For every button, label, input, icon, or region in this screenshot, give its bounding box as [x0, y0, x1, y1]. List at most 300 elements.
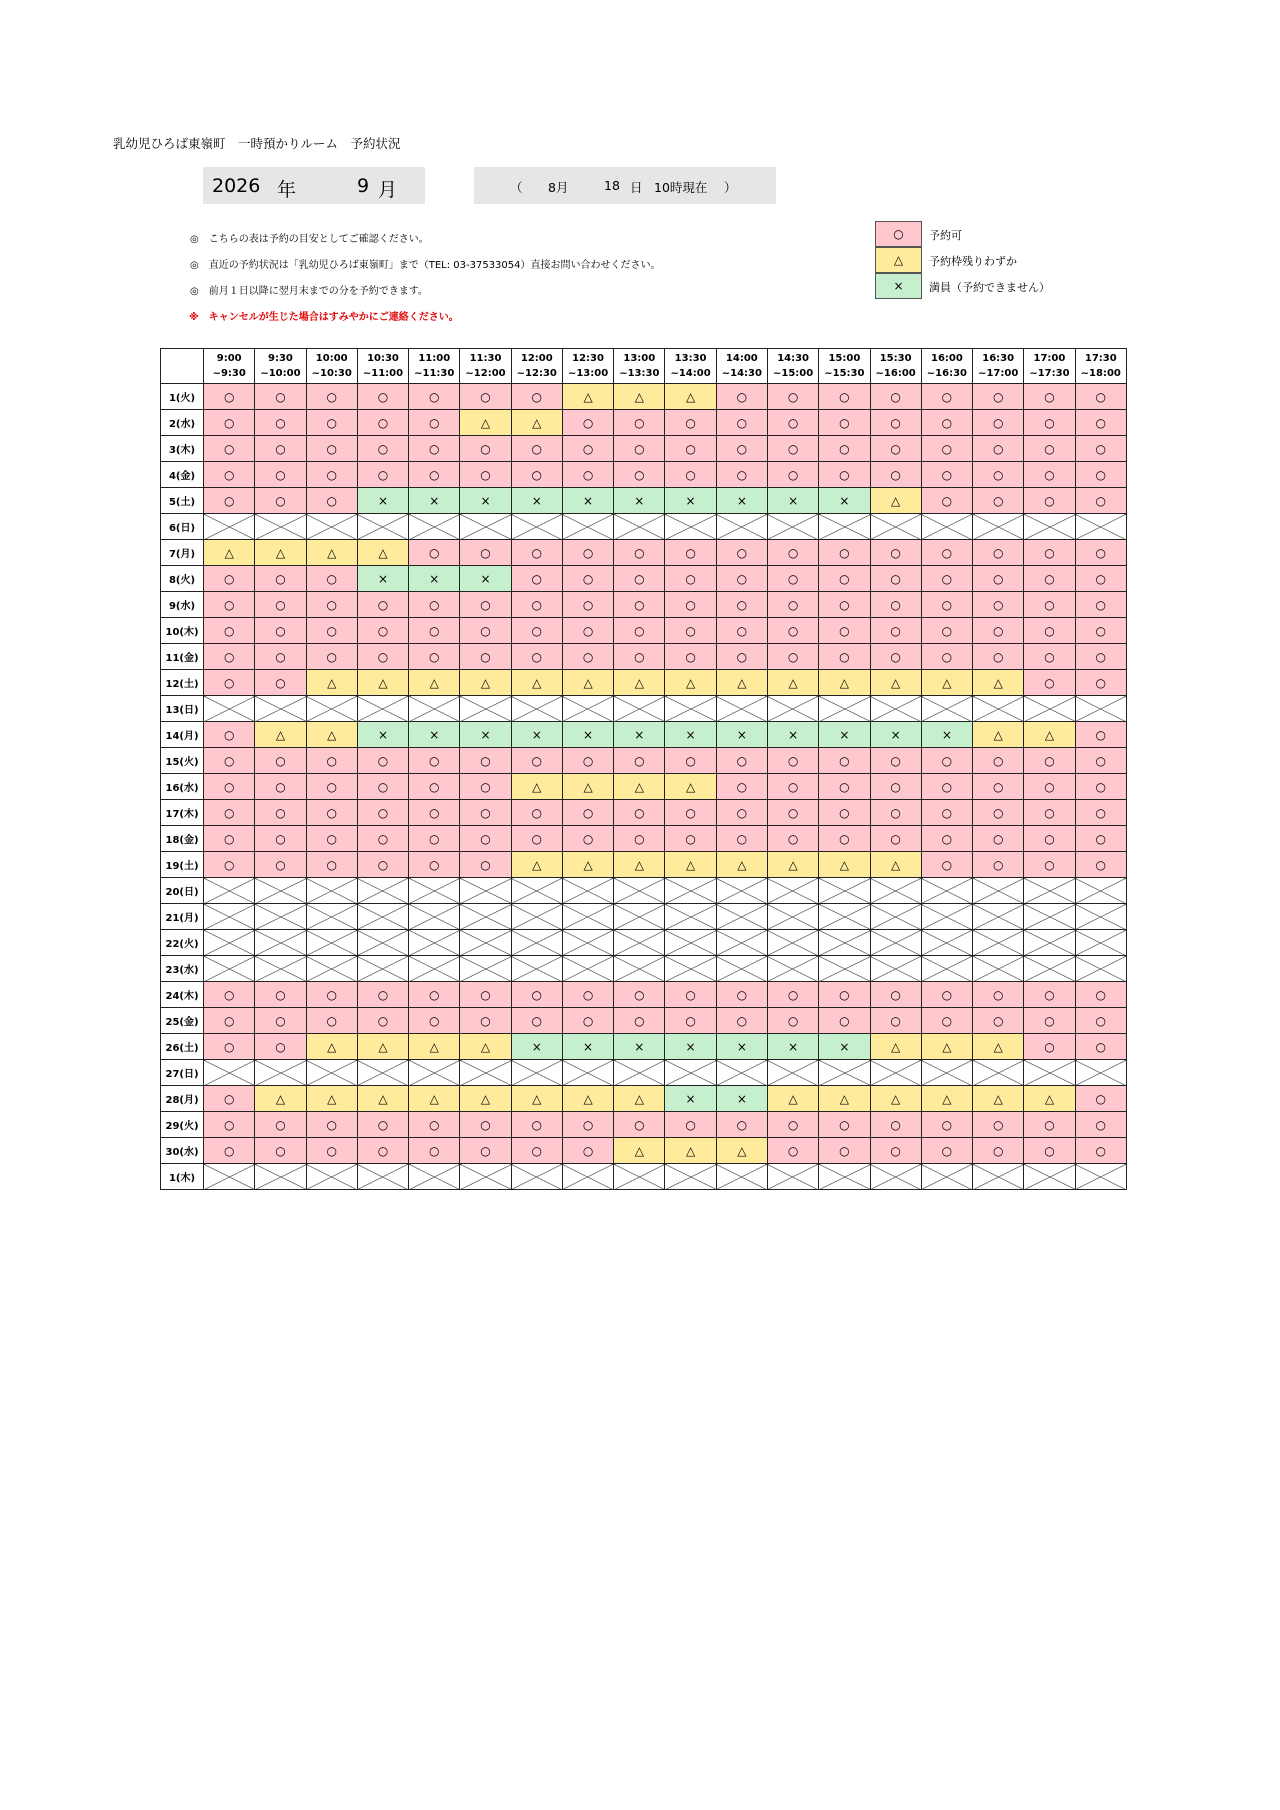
slot-cell-avail: ○	[973, 540, 1024, 566]
slot-cell-avail: ○	[1024, 384, 1075, 410]
slot-cell-avail: ○	[1024, 1112, 1075, 1138]
slot-cell-avail: ○	[255, 1008, 306, 1034]
slot-cell-closed	[255, 904, 306, 930]
slot-cell-avail: ○	[357, 1138, 408, 1164]
slot-cell-avail: ○	[306, 826, 357, 852]
time-slot-start: 9:30	[268, 353, 293, 364]
slot-cell-avail: ○	[921, 618, 972, 644]
slot-cell-closed	[767, 514, 818, 540]
slot-cell-closed	[870, 956, 921, 982]
slot-cell-few: △	[306, 540, 357, 566]
slot-cell-full: ×	[511, 1034, 562, 1060]
slot-cell-few: △	[767, 852, 818, 878]
slot-cell-few: △	[562, 384, 613, 410]
slot-cell-avail: ○	[973, 800, 1024, 826]
slot-cell-full: ×	[460, 488, 511, 514]
slot-cell-avail: ○	[1075, 1086, 1126, 1112]
slot-cell-avail: ○	[819, 748, 870, 774]
slot-cell-avail: ○	[255, 1034, 306, 1060]
slot-cell-avail: ○	[870, 540, 921, 566]
slot-cell-avail: ○	[204, 566, 255, 592]
slot-cell-avail: ○	[1075, 800, 1126, 826]
slot-cell-avail: ○	[255, 488, 306, 514]
slot-cell-few: △	[306, 722, 357, 748]
slot-cell-closed	[204, 696, 255, 722]
slot-cell-closed	[1075, 904, 1126, 930]
slot-cell-few: △	[306, 1034, 357, 1060]
slot-cell-avail: ○	[921, 1112, 972, 1138]
time-slot-header	[562, 349, 613, 384]
slot-cell-avail: ○	[409, 852, 460, 878]
slot-cell-full: ×	[819, 722, 870, 748]
slot-cell-avail: ○	[921, 592, 972, 618]
slot-cell-avail: ○	[511, 1138, 562, 1164]
day-label: 6(日)	[161, 514, 204, 540]
slot-cell-avail: ○	[255, 436, 306, 462]
slot-cell-closed	[973, 1164, 1024, 1190]
slot-cell-avail: ○	[767, 462, 818, 488]
slot-cell-avail: ○	[460, 1008, 511, 1034]
slot-cell-closed	[819, 878, 870, 904]
slot-cell-avail: ○	[1075, 1138, 1126, 1164]
reservation-table	[160, 348, 1127, 1190]
slot-cell-closed	[767, 956, 818, 982]
slot-cell-few: △	[562, 1086, 613, 1112]
slot-cell-avail: ○	[460, 384, 511, 410]
slot-cell-avail: ○	[306, 1112, 357, 1138]
slot-cell-avail: ○	[357, 436, 408, 462]
slot-cell-few: △	[614, 384, 665, 410]
slot-cell-avail: ○	[357, 592, 408, 618]
slot-cell-closed	[819, 696, 870, 722]
day-label: 26(土)	[161, 1034, 204, 1060]
slot-cell-few: △	[973, 1034, 1024, 1060]
slot-cell-closed	[562, 696, 613, 722]
slot-cell-avail: ○	[511, 462, 562, 488]
slot-cell-closed	[819, 904, 870, 930]
time-slot-end: ~15:30	[824, 368, 865, 379]
slot-cell-avail: ○	[819, 1112, 870, 1138]
slot-cell-avail: ○	[1075, 436, 1126, 462]
slot-cell-avail: ○	[1075, 618, 1126, 644]
slot-cell-avail: ○	[1075, 1008, 1126, 1034]
slot-cell-avail: ○	[460, 852, 511, 878]
slot-cell-closed	[614, 930, 665, 956]
slot-cell-full: ×	[819, 488, 870, 514]
day-label: 15(火)	[161, 748, 204, 774]
slot-cell-avail: ○	[204, 852, 255, 878]
slot-cell-avail: ○	[460, 592, 511, 618]
time-slot-header	[409, 349, 460, 384]
slot-cell-avail: ○	[1024, 540, 1075, 566]
slot-cell-avail: ○	[665, 410, 716, 436]
slot-cell-closed	[460, 904, 511, 930]
day-label: 5(土)	[161, 488, 204, 514]
slot-cell-avail: ○	[511, 592, 562, 618]
slot-cell-avail: ○	[409, 592, 460, 618]
slot-cell-avail: ○	[409, 774, 460, 800]
slot-cell-few: △	[357, 1034, 408, 1060]
slot-cell-closed	[409, 1164, 460, 1190]
slot-cell-avail: ○	[665, 1008, 716, 1034]
slot-cell-closed	[460, 878, 511, 904]
time-slot-header	[973, 349, 1024, 384]
slot-cell-avail: ○	[767, 566, 818, 592]
slot-cell-avail: ○	[511, 1008, 562, 1034]
corner-cell	[161, 349, 204, 384]
slot-cell-avail: ○	[255, 982, 306, 1008]
slot-cell-avail: ○	[1075, 982, 1126, 1008]
slot-cell-closed	[1075, 956, 1126, 982]
slot-cell-full: ×	[357, 488, 408, 514]
slot-cell-avail: ○	[767, 982, 818, 1008]
slot-cell-few: △	[306, 1086, 357, 1112]
slot-cell-closed	[204, 1164, 255, 1190]
slot-cell-closed	[767, 1164, 818, 1190]
slot-cell-closed	[357, 904, 408, 930]
slot-cell-avail: ○	[716, 384, 767, 410]
slot-cell-avail: ○	[460, 462, 511, 488]
slot-cell-avail: ○	[973, 1112, 1024, 1138]
slot-cell-closed	[562, 956, 613, 982]
slot-cell-avail: ○	[409, 826, 460, 852]
slot-cell-avail: ○	[204, 1112, 255, 1138]
slot-cell-avail: ○	[767, 410, 818, 436]
slot-cell-avail: ○	[306, 852, 357, 878]
slot-cell-closed	[255, 956, 306, 982]
time-slot-start: 11:30	[469, 353, 502, 364]
slot-cell-avail: ○	[870, 644, 921, 670]
slot-cell-avail: ○	[716, 826, 767, 852]
slot-cell-closed	[562, 1164, 613, 1190]
slot-cell-avail: ○	[1075, 826, 1126, 852]
slot-cell-avail: ○	[921, 1138, 972, 1164]
slot-cell-avail: ○	[306, 384, 357, 410]
slot-cell-full: ×	[665, 722, 716, 748]
time-slot-end: ~11:00	[362, 368, 404, 379]
slot-cell-few: △	[870, 1034, 921, 1060]
slot-cell-avail: ○	[1024, 1008, 1075, 1034]
slot-cell-few: △	[665, 1138, 716, 1164]
slot-cell-few: △	[357, 540, 408, 566]
slot-cell-closed	[614, 1164, 665, 1190]
slot-cell-avail: ○	[921, 1008, 972, 1034]
slot-cell-avail: ○	[306, 618, 357, 644]
time-slot-start: 14:00	[725, 353, 758, 364]
slot-cell-closed	[1024, 1060, 1075, 1086]
slot-cell-full: ×	[614, 722, 665, 748]
slot-cell-closed	[921, 904, 972, 930]
slot-cell-closed	[460, 696, 511, 722]
slot-cell-avail: ○	[921, 852, 972, 878]
slot-cell-closed	[306, 1060, 357, 1086]
slot-cell-closed	[1024, 514, 1075, 540]
time-slot-header	[819, 349, 870, 384]
slot-cell-avail: ○	[204, 618, 255, 644]
slot-cell-avail: ○	[409, 384, 460, 410]
slot-cell-avail: ○	[357, 462, 408, 488]
slot-cell-avail: ○	[716, 618, 767, 644]
slot-cell-avail: ○	[204, 436, 255, 462]
day-label: 11(金)	[161, 644, 204, 670]
slot-cell-few: △	[255, 722, 306, 748]
time-slot-start: 15:00	[828, 353, 861, 364]
slot-cell-few: △	[973, 670, 1024, 696]
slot-cell-few: △	[409, 1034, 460, 1060]
slot-cell-closed	[562, 514, 613, 540]
slot-cell-closed	[357, 696, 408, 722]
slot-cell-closed	[562, 904, 613, 930]
slot-cell-closed	[921, 930, 972, 956]
slot-cell-avail: ○	[973, 982, 1024, 1008]
slot-cell-few: △	[767, 670, 818, 696]
slot-cell-closed	[562, 1060, 613, 1086]
slot-cell-avail: ○	[767, 644, 818, 670]
slot-cell-few: △	[460, 1034, 511, 1060]
slot-cell-avail: ○	[1024, 436, 1075, 462]
as-of-day: 18	[604, 178, 620, 193]
slot-cell-closed	[716, 930, 767, 956]
slot-cell-avail: ○	[614, 1112, 665, 1138]
slot-cell-avail: ○	[306, 592, 357, 618]
slot-cell-closed	[306, 956, 357, 982]
slot-cell-avail: ○	[716, 1008, 767, 1034]
slot-cell-closed	[665, 1060, 716, 1086]
table-row	[161, 514, 1127, 540]
slot-cell-closed	[409, 904, 460, 930]
slot-cell-closed	[511, 514, 562, 540]
day-label: 7(月)	[161, 540, 204, 566]
slot-cell-avail: ○	[973, 644, 1024, 670]
slot-cell-closed	[973, 514, 1024, 540]
slot-cell-avail: ○	[1024, 618, 1075, 644]
table-row	[161, 462, 1127, 488]
slot-cell-avail: ○	[204, 800, 255, 826]
slot-cell-avail: ○	[614, 644, 665, 670]
slot-cell-avail: ○	[562, 462, 613, 488]
slot-cell-full: ×	[511, 488, 562, 514]
slot-cell-avail: ○	[1075, 384, 1126, 410]
slot-cell-closed	[921, 1060, 972, 1086]
slot-cell-avail: ○	[1024, 566, 1075, 592]
slot-cell-avail: ○	[1024, 1034, 1075, 1060]
slot-cell-avail: ○	[973, 826, 1024, 852]
slot-cell-avail: ○	[409, 1112, 460, 1138]
slot-cell-avail: ○	[460, 618, 511, 644]
slot-cell-avail: ○	[614, 748, 665, 774]
time-slot-end: ~14:30	[721, 368, 762, 379]
note-1: ◎ こちらの表は予約の目安としてご確認ください。	[190, 234, 429, 245]
slot-cell-avail: ○	[562, 748, 613, 774]
slot-cell-few: △	[511, 410, 562, 436]
slot-cell-avail: ○	[357, 644, 408, 670]
table-row	[161, 826, 1127, 852]
slot-cell-avail: ○	[665, 800, 716, 826]
slot-cell-avail: ○	[357, 748, 408, 774]
table-row	[161, 1164, 1127, 1190]
slot-cell-avail: ○	[819, 592, 870, 618]
slot-cell-few: △	[255, 540, 306, 566]
legend-full-label: 満員（予約できません）	[929, 281, 1050, 294]
slot-cell-closed	[614, 514, 665, 540]
slot-cell-closed	[819, 930, 870, 956]
slot-cell-closed	[921, 956, 972, 982]
slot-cell-avail: ○	[306, 1008, 357, 1034]
slot-cell-avail: ○	[767, 436, 818, 462]
table-row	[161, 774, 1127, 800]
slot-cell-avail: ○	[665, 982, 716, 1008]
slot-cell-closed	[665, 930, 716, 956]
slot-cell-avail: ○	[409, 800, 460, 826]
slot-cell-avail: ○	[614, 566, 665, 592]
slot-cell-avail: ○	[204, 1034, 255, 1060]
slot-cell-closed	[255, 1060, 306, 1086]
slot-cell-closed	[819, 1164, 870, 1190]
slot-cell-full: ×	[716, 488, 767, 514]
slot-cell-avail: ○	[870, 384, 921, 410]
slot-cell-avail: ○	[562, 566, 613, 592]
slot-cell-closed	[716, 904, 767, 930]
slot-cell-few: △	[255, 1086, 306, 1112]
slot-cell-closed	[716, 878, 767, 904]
slot-cell-few: △	[870, 852, 921, 878]
time-slot-header	[767, 349, 818, 384]
slot-cell-avail: ○	[511, 1112, 562, 1138]
slot-cell-closed	[204, 878, 255, 904]
table-row	[161, 488, 1127, 514]
slot-cell-avail: ○	[1075, 540, 1126, 566]
slot-cell-avail: ○	[306, 774, 357, 800]
slot-cell-few: △	[767, 1086, 818, 1112]
day-label: 18(金)	[161, 826, 204, 852]
slot-cell-avail: ○	[716, 566, 767, 592]
slot-cell-closed	[306, 930, 357, 956]
slot-cell-closed	[716, 1164, 767, 1190]
slot-cell-avail: ○	[819, 774, 870, 800]
slot-cell-avail: ○	[870, 618, 921, 644]
slot-cell-avail: ○	[819, 462, 870, 488]
table-row	[161, 696, 1127, 722]
slot-cell-avail: ○	[1024, 644, 1075, 670]
time-slot-end: ~12:00	[465, 368, 506, 379]
slot-cell-avail: ○	[562, 618, 613, 644]
table-row	[161, 670, 1127, 696]
time-slot-end: ~11:30	[414, 368, 455, 379]
slot-cell-full: ×	[665, 1086, 716, 1112]
slot-cell-avail: ○	[357, 774, 408, 800]
note-3: ◎ 前月１日以降に翌月末までの分を予約できます。	[190, 286, 428, 297]
table-row	[161, 592, 1127, 618]
slot-cell-few: △	[409, 670, 460, 696]
slot-cell-avail: ○	[819, 384, 870, 410]
slot-cell-avail: ○	[1075, 774, 1126, 800]
slot-cell-closed	[767, 1060, 818, 1086]
slot-cell-avail: ○	[306, 800, 357, 826]
day-label: 14(月)	[161, 722, 204, 748]
slot-cell-avail: ○	[255, 748, 306, 774]
slot-cell-avail: ○	[819, 1138, 870, 1164]
slot-cell-avail: ○	[409, 1008, 460, 1034]
slot-cell-full: ×	[409, 488, 460, 514]
slot-cell-avail: ○	[409, 1138, 460, 1164]
slot-cell-closed	[716, 696, 767, 722]
slot-cell-full: ×	[614, 488, 665, 514]
slot-cell-avail: ○	[255, 618, 306, 644]
slot-cell-avail: ○	[767, 1008, 818, 1034]
slot-cell-closed	[1075, 930, 1126, 956]
table-row	[161, 930, 1127, 956]
slot-cell-avail: ○	[921, 644, 972, 670]
slot-cell-avail: ○	[870, 566, 921, 592]
slot-cell-avail: ○	[357, 982, 408, 1008]
slot-cell-avail: ○	[1075, 566, 1126, 592]
slot-cell-avail: ○	[614, 982, 665, 1008]
table-row	[161, 410, 1127, 436]
slot-cell-few: △	[870, 670, 921, 696]
slot-cell-avail: ○	[973, 488, 1024, 514]
slot-cell-avail: ○	[973, 748, 1024, 774]
day-label: 9(水)	[161, 592, 204, 618]
slot-cell-closed	[204, 904, 255, 930]
slot-cell-avail: ○	[716, 540, 767, 566]
slot-cell-avail: ○	[716, 800, 767, 826]
month-unit: 月	[378, 179, 398, 201]
slot-cell-avail: ○	[716, 410, 767, 436]
slot-cell-closed	[357, 1164, 408, 1190]
slot-cell-avail: ○	[562, 644, 613, 670]
time-slot-end: ~13:30	[619, 368, 660, 379]
note-2: ◎ 直近の予約状況は「乳幼児ひろば東嶺町」まで（TEL: 03-37533054）直接お問い合わせください。	[190, 260, 661, 271]
slot-cell-closed	[870, 930, 921, 956]
slot-cell-avail: ○	[1024, 410, 1075, 436]
as-of-month: 8月	[548, 180, 569, 195]
table-row	[161, 384, 1127, 410]
slot-cell-avail: ○	[716, 1112, 767, 1138]
time-slot-start: 10:30	[367, 353, 399, 364]
time-slot-end: ~17:00	[978, 368, 1019, 379]
slot-cell-closed	[921, 878, 972, 904]
time-slot-start: 17:00	[1033, 353, 1066, 364]
slot-cell-closed	[511, 904, 562, 930]
time-slot-end: ~9:30	[212, 368, 246, 379]
slot-cell-avail: ○	[357, 1112, 408, 1138]
slot-cell-closed	[1024, 930, 1075, 956]
slot-cell-few: △	[511, 774, 562, 800]
day-label: 24(木)	[161, 982, 204, 1008]
day-label: 10(木)	[161, 618, 204, 644]
time-slot-header	[716, 349, 767, 384]
slot-cell-avail: ○	[255, 670, 306, 696]
slot-cell-few: △	[614, 670, 665, 696]
slot-cell-avail: ○	[460, 540, 511, 566]
slot-cell-avail: ○	[204, 774, 255, 800]
slot-cell-avail: ○	[819, 410, 870, 436]
slot-cell-avail: ○	[1024, 982, 1075, 1008]
slot-cell-closed	[767, 878, 818, 904]
slot-cell-few: △	[460, 1086, 511, 1112]
slot-cell-avail: ○	[562, 826, 613, 852]
table-row	[161, 566, 1127, 592]
slot-cell-avail: ○	[819, 1008, 870, 1034]
time-slot-start: 10:00	[315, 353, 348, 364]
slot-cell-avail: ○	[204, 1138, 255, 1164]
slot-cell-avail: ○	[460, 826, 511, 852]
slot-cell-closed	[716, 956, 767, 982]
slot-cell-avail: ○	[716, 644, 767, 670]
slot-cell-closed	[1024, 878, 1075, 904]
slot-cell-avail: ○	[357, 1008, 408, 1034]
slot-cell-closed	[870, 904, 921, 930]
